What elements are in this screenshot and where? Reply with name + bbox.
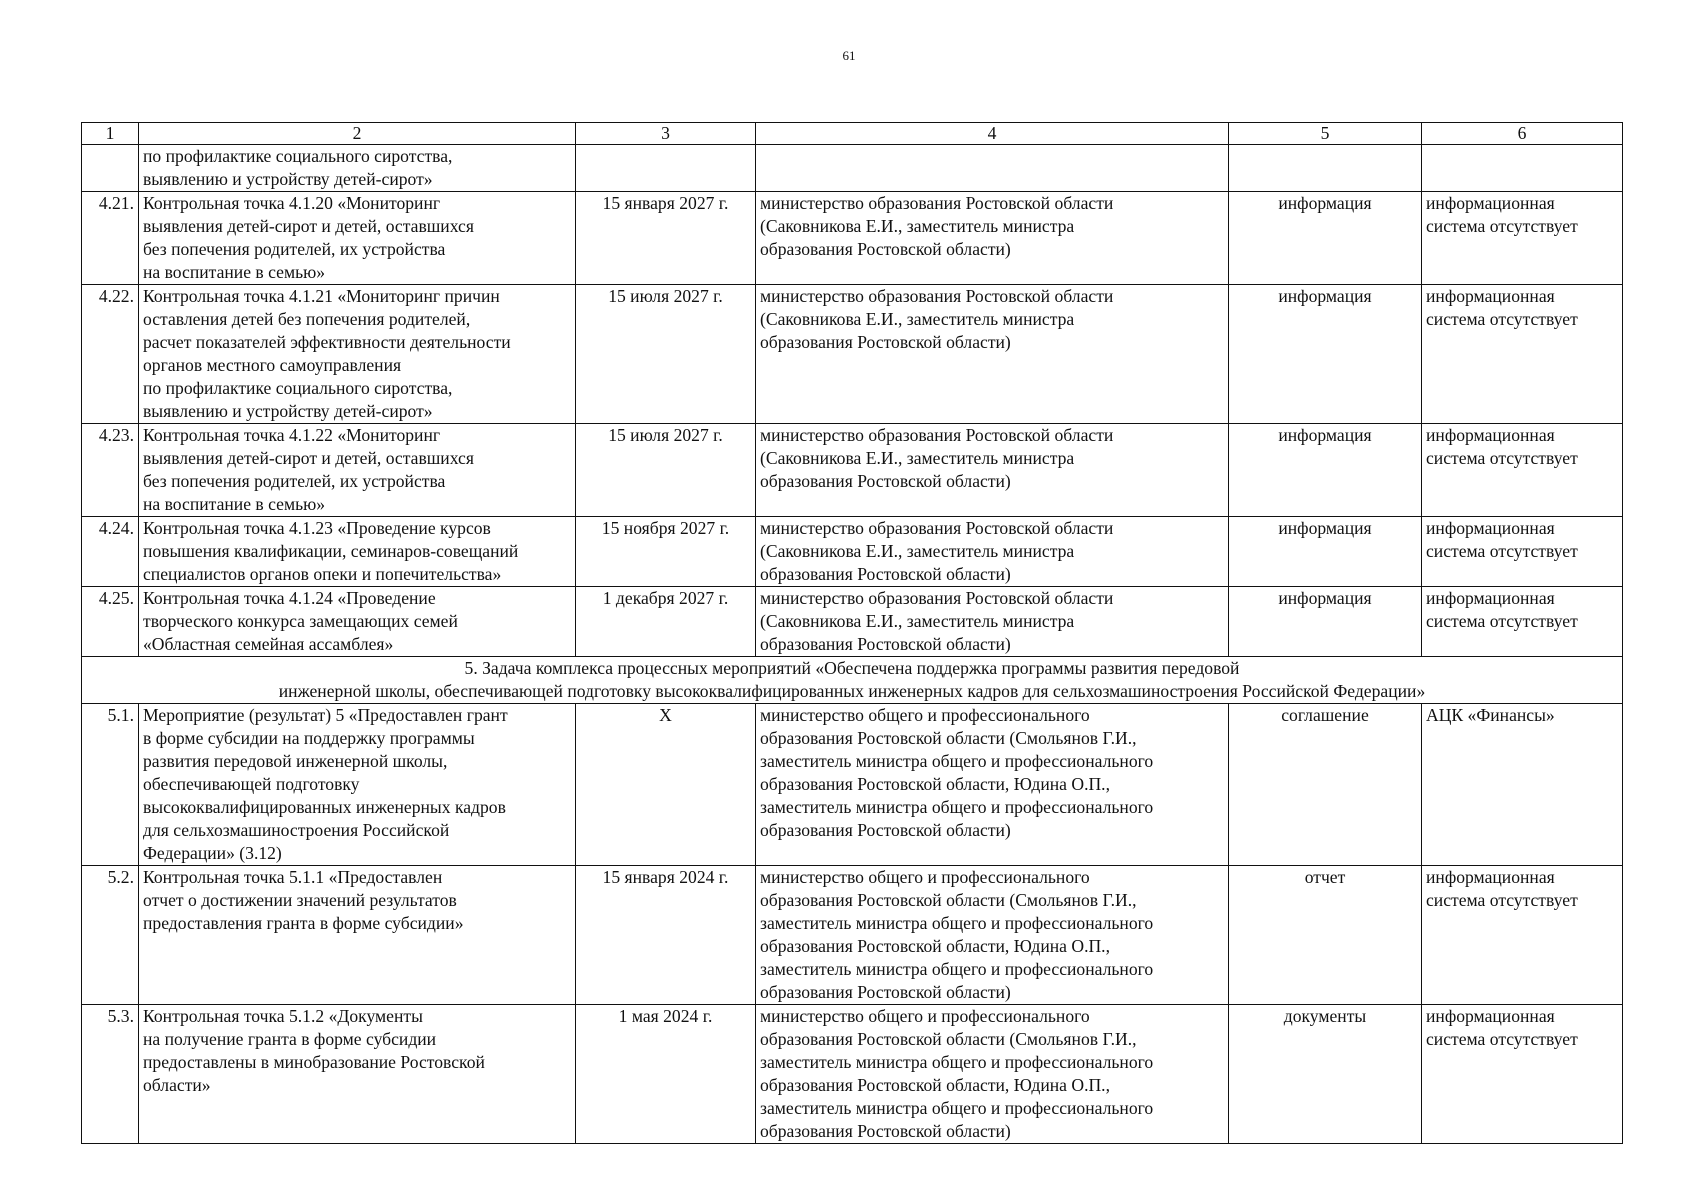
row-deadline: 15 января 2024 г. [576, 866, 756, 1005]
row-number: 4.23. [82, 424, 139, 517]
section-title: 5. Задача комплекса процессных мероприятий «Обеспечена поддержка программы развития передовой инженерной школы, обеспечивающей подготовку высококвалифицированных инженерных кадров для сельхозмашиностроения Российской Федерации» [82, 657, 1623, 704]
row-information-system: информационная система отсутствует [1422, 424, 1623, 517]
row-document-type [1229, 145, 1422, 192]
row-deadline: 15 июля 2027 г. [576, 285, 756, 424]
row-document-type: информация [1229, 517, 1422, 587]
row-information-system: информационная система отсутствует [1422, 866, 1623, 1005]
row-responsible: министерство образования Ростовской области (Саковникова Е.И., заместитель министра образования Ростовской области) [756, 424, 1229, 517]
row-number [82, 145, 139, 192]
row-deadline: 15 января 2027 г. [576, 192, 756, 285]
row-responsible: министерство образования Ростовской области (Саковникова Е.И., заместитель министра образования Ростовской области) [756, 285, 1229, 424]
row-information-system: АЦК «Финансы» [1422, 704, 1623, 866]
table-row [82, 1005, 1623, 1144]
row-information-system: информационная система отсутствует [1422, 285, 1623, 424]
row-description: Мероприятие (результат) 5 «Предоставлен грант в форме субсидии на поддержку программы развития передовой инженерной школы, обеспечивающей подготовку высококвалифицированных инженерных кадров для сельхозмашиностроения Российской Федерации» (3.12) [139, 704, 576, 866]
row-number: 5.3. [82, 1005, 139, 1144]
row-number: 4.21. [82, 192, 139, 285]
row-description: Контрольная точка 4.1.23 «Проведение курсов повышения квалификации, семинаров-совещаний специалистов органов опеки и попечительства» [139, 517, 576, 587]
row-description: Контрольная точка 4.1.20 «Мониторинг выявления детей-сирот и детей, оставшихся без попечения родителей, их устройства на воспитание в семью» [139, 192, 576, 285]
row-deadline: 1 декабря 2027 г. [576, 587, 756, 657]
row-responsible: министерство общего и профессионального образования Ростовской области (Смольянов Г.И., заместитель министра общего и профессионального образования Ростовской области, Юдина О.П., заместитель министра общего и профессионального образования Ростовской области) [756, 1005, 1229, 1144]
column-number-row [82, 123, 1623, 145]
row-number: 5.1. [82, 704, 139, 866]
row-information-system [1422, 145, 1623, 192]
document-table [81, 122, 1623, 1144]
row-document-type: информация [1229, 587, 1422, 657]
row-description: Контрольная точка 4.1.22 «Мониторинг выявления детей-сирот и детей, оставшихся без попечения родителей, их устройства на воспитание в семью» [139, 424, 576, 517]
row-deadline: 1 мая 2024 г. [576, 1005, 756, 1144]
table-row [82, 704, 1623, 866]
row-responsible [756, 145, 1229, 192]
row-document-type: информация [1229, 285, 1422, 424]
table-row [82, 145, 1623, 192]
column-header: 1 [82, 123, 139, 145]
table-row [82, 192, 1623, 285]
table-row [82, 866, 1623, 1005]
column-header: 6 [1422, 123, 1623, 145]
row-deadline: 15 июля 2027 г. [576, 424, 756, 517]
row-document-type: информация [1229, 424, 1422, 517]
row-description: по профилактике социального сиротства, выявлению и устройству детей-сирот» [139, 145, 576, 192]
column-header: 5 [1229, 123, 1422, 145]
row-description: Контрольная точка 4.1.21 «Мониторинг причин оставления детей без попечения родителей, расчет показателей эффективности деятельности органов местного самоуправления по профилактике социального сиротства, выявлению и устройству детей-сирот» [139, 285, 576, 424]
row-number: 4.25. [82, 587, 139, 657]
row-deadline: Х [576, 704, 756, 866]
row-responsible: министерство образования Ростовской области (Саковникова Е.И., заместитель министра образования Ростовской области) [756, 587, 1229, 657]
table-row [82, 285, 1623, 424]
row-information-system: информационная система отсутствует [1422, 1005, 1623, 1144]
section-row [82, 657, 1623, 704]
table-row [82, 587, 1623, 657]
row-document-type: отчет [1229, 866, 1422, 1005]
row-information-system: информационная система отсутствует [1422, 587, 1623, 657]
row-responsible: министерство образования Ростовской области (Саковникова Е.И., заместитель министра образования Ростовской области) [756, 517, 1229, 587]
row-document-type: информация [1229, 192, 1422, 285]
row-responsible: министерство образования Ростовской области (Саковникова Е.И., заместитель министра образования Ростовской области) [756, 192, 1229, 285]
column-header: 3 [576, 123, 756, 145]
row-description: Контрольная точка 5.1.2 «Документы на получение гранта в форме субсидии предоставлены в минобразование Ростовской области» [139, 1005, 576, 1144]
row-description: Контрольная точка 5.1.1 «Предоставлен отчет о достижении значений результатов предоставления гранта в форме субсидии» [139, 866, 576, 1005]
row-responsible: министерство общего и профессионального образования Ростовской области (Смольянов Г.И., заместитель министра общего и профессионального образования Ростовской области, Юдина О.П., заместитель министра общего и профессионального образования Ростовской области) [756, 866, 1229, 1005]
page-number: 61 [842, 48, 856, 63]
column-header: 4 [756, 123, 1229, 145]
row-responsible: министерство общего и профессионального образования Ростовской области (Смольянов Г.И., заместитель министра общего и профессионального образования Ростовской области, Юдина О.П., заместитель министра общего и профессионального образования Ростовской области) [756, 704, 1229, 866]
row-information-system: информационная система отсутствует [1422, 192, 1623, 285]
row-description: Контрольная точка 4.1.24 «Проведение творческого конкурса замещающих семей «Областная семейная ассамблея» [139, 587, 576, 657]
row-number: 4.24. [82, 517, 139, 587]
row-deadline [576, 145, 756, 192]
row-document-type: документы [1229, 1005, 1422, 1144]
table-row [82, 424, 1623, 517]
row-deadline: 15 ноября 2027 г. [576, 517, 756, 587]
table-body [82, 145, 1623, 1144]
row-number: 5.2. [82, 866, 139, 1005]
table-row [82, 517, 1623, 587]
row-information-system: информационная система отсутствует [1422, 517, 1623, 587]
column-header: 2 [139, 123, 576, 145]
row-document-type: соглашение [1229, 704, 1422, 866]
row-number: 4.22. [82, 285, 139, 424]
